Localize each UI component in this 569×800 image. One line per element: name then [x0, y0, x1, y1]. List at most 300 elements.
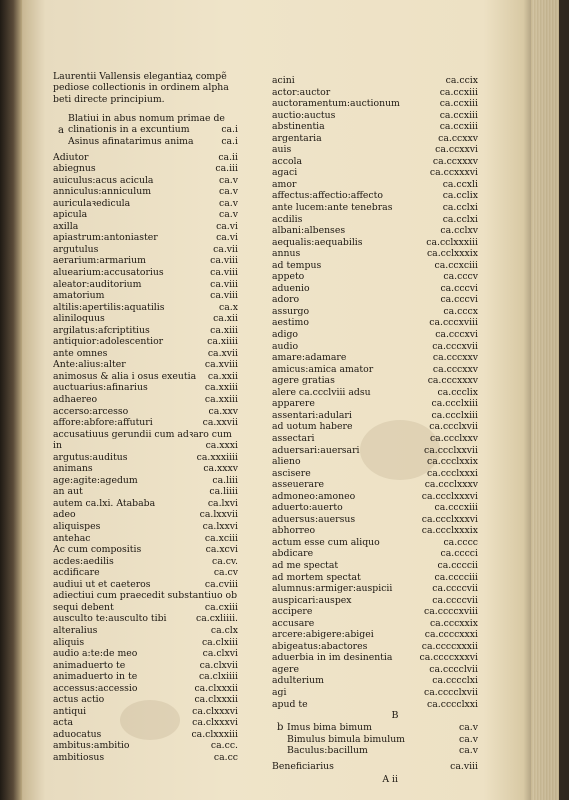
- entry-text: alumnus:armiger:auspicii: [272, 583, 393, 595]
- entry-ref: ca.ccxiii: [439, 86, 478, 98]
- entry-ref: ca.clxvi: [202, 648, 238, 660]
- entry-row: [287, 722, 478, 734]
- entry-text: agi: [272, 686, 287, 698]
- entry-ref: ca.ccxciii: [434, 259, 478, 271]
- entry-ref: ca.ccccvii: [432, 583, 478, 595]
- entry-row: [53, 567, 238, 579]
- printed-page: [18, 6, 526, 794]
- entry-text: aestimo: [272, 317, 309, 329]
- entry-row: [53, 475, 238, 487]
- entry-row: [272, 514, 478, 526]
- entry-row: [272, 352, 478, 364]
- entry-ref: ca.cclxi: [442, 202, 478, 214]
- entry-ref: ca.xciii: [204, 532, 238, 544]
- entry-row: [53, 556, 238, 568]
- fore-edge: [531, 0, 569, 800]
- entry-ref: ca.cccxxv: [432, 363, 478, 375]
- entry-row: [53, 660, 238, 672]
- entry-ref: ca.ccxxvi: [435, 144, 478, 156]
- entry-text: audio a:te:de meo: [53, 648, 138, 660]
- heading-line: beti directe principium.: [53, 93, 165, 105]
- entry-text: auis: [272, 144, 292, 156]
- entry-row: [53, 255, 238, 267]
- entry-row: [272, 525, 478, 537]
- entry-ref: ca.cccxxxv: [427, 375, 478, 387]
- entry-row: [272, 491, 478, 503]
- entry-row: [272, 167, 478, 179]
- entry-row: [53, 521, 238, 533]
- entry-text: anniculus:anniculum: [53, 186, 152, 198]
- entry-ref: ca.cccci: [440, 548, 478, 560]
- entry-ref: ca.x: [219, 301, 238, 313]
- entry-ref: ca.clxxxiii: [191, 728, 238, 740]
- entry-ref: ca.cv.: [211, 555, 238, 567]
- entry-text: adeo: [53, 509, 76, 521]
- entry-ref: ca.ccccxxxi: [424, 629, 478, 641]
- entry-ref: ca.lxvi: [207, 497, 238, 509]
- entry-text: accessus:accessio: [53, 682, 138, 694]
- entry-ref: ca.ii: [218, 151, 238, 163]
- entry-row: [272, 133, 478, 145]
- entry-row: [53, 313, 238, 325]
- entry-row: [53, 752, 238, 764]
- entry-ref: ca.viii: [210, 290, 238, 302]
- section-b-block: [272, 722, 478, 757]
- entry-row: [53, 371, 238, 383]
- entry-ref: ca.v: [459, 733, 478, 745]
- entry-row: [287, 745, 478, 757]
- entry-text: accusatiuus gerundii cum adꝛaro cum: [53, 428, 232, 440]
- entry-row: [272, 202, 478, 214]
- entry-ref: ca.liiii: [209, 486, 238, 498]
- entry-ref: ca.ccxli: [442, 178, 478, 190]
- left-entries: [53, 152, 238, 764]
- entry-ref: ca.cccclxi: [432, 675, 478, 687]
- entry-row: [53, 544, 238, 556]
- right-column: [272, 75, 478, 786]
- entry-row: [272, 445, 478, 457]
- entry-ref: ca.xxiii: [204, 382, 238, 394]
- entry-text: aleator:auditorium: [53, 278, 142, 290]
- entry-text: arcere:abigere:abigei: [272, 629, 374, 641]
- entry-text: auctio:auctus: [272, 109, 336, 121]
- entry-ref: ca.cclxv: [440, 225, 478, 237]
- entry-row: [53, 509, 238, 521]
- entry-ref: ca.xii: [213, 313, 238, 325]
- entry-ref: ca.cclxxxix: [426, 248, 478, 260]
- entry-text: altilis:apertilis:aquatilis: [53, 301, 165, 313]
- entry-text: argutus:auditus: [53, 451, 128, 463]
- entry-row: [53, 382, 238, 394]
- entry-text: ausculto te:ausculto tibi: [53, 613, 167, 625]
- entry-text: animaduerto in te: [53, 671, 138, 683]
- entry-row: [53, 613, 238, 625]
- entry-ref: ca.cccxxix: [429, 617, 478, 629]
- entry-text: age:agite:agedum: [53, 474, 138, 486]
- entry-ref: ca.cc: [213, 751, 238, 763]
- entry-ref: ca.cccxvii: [432, 340, 478, 352]
- entry-ref: ca.ccclxiii: [431, 409, 478, 421]
- entry-text: aequalis:aequabilis: [272, 236, 363, 248]
- entry-row: [272, 306, 478, 318]
- entry-ref: ca.ccccxxxvi: [419, 652, 478, 664]
- entry-row: [53, 336, 238, 348]
- entry-text: argilatus:afcriptitius: [53, 324, 150, 336]
- entry-row: [272, 699, 478, 711]
- section-marker: b: [277, 722, 284, 734]
- entry-ref: ca.ccclxxix: [426, 456, 478, 468]
- entry-text: acdes:aedilis: [53, 555, 114, 567]
- entry-row: [68, 136, 238, 148]
- entry-ref: ca.ccxiii: [439, 121, 478, 133]
- entry-row: [53, 579, 238, 591]
- entry-text: annus: [272, 248, 301, 260]
- entry-ref: ca.ccix: [445, 75, 478, 86]
- entry-row: [272, 606, 478, 618]
- entry-row: [53, 244, 238, 256]
- entry-ref: ca.lxxvi: [202, 521, 238, 533]
- entry-row: [272, 664, 478, 676]
- entry-text: ad me spectat: [272, 559, 339, 571]
- entry-ref: ca.viii: [210, 278, 238, 290]
- intro-lines: [68, 113, 238, 148]
- entry-ref: ca.clxxxii: [194, 694, 238, 706]
- entry-ref: ca.cc.: [210, 740, 238, 752]
- entry-row: [53, 533, 238, 545]
- entry-text: adigo: [272, 329, 299, 341]
- entry-ref: ca.ccclix: [437, 386, 478, 398]
- entry-text: affore:abfore:affuturi: [53, 417, 153, 429]
- entry-row: [272, 548, 478, 560]
- entry-row: [272, 583, 478, 595]
- entry-row: [272, 156, 478, 168]
- entry-row: [53, 209, 238, 221]
- entry-text: aduenio: [272, 282, 310, 294]
- entry-text: aliniloquus: [53, 313, 105, 325]
- entry-text: assectari: [272, 432, 315, 444]
- entry-ref: ca.xxiii: [204, 394, 238, 406]
- entry-text: amor: [272, 178, 297, 190]
- entry-row: [53, 429, 238, 441]
- entry-row: [53, 706, 238, 718]
- entry-text: agere gratias: [272, 375, 335, 387]
- entry-row: [53, 740, 238, 752]
- entry-ref: ca.cccc: [443, 536, 478, 548]
- entry-ref: ca.ccclxxxvi: [421, 513, 478, 525]
- entry-text: accola: [272, 155, 303, 167]
- entry-row: [53, 417, 238, 429]
- entry-row: [272, 375, 478, 387]
- entry-row: [53, 302, 238, 314]
- entry-text: auiculus:acus acicula: [53, 174, 154, 186]
- entry-ref: ca.cxliiii.: [196, 613, 238, 625]
- entry-row: [53, 683, 238, 695]
- entry-row: [53, 463, 238, 475]
- entry-ref: ca.xxvii: [202, 417, 238, 429]
- entry-text: Ac cum compositis: [53, 544, 142, 556]
- entry-row: [53, 406, 238, 418]
- entry-ref: ca.cxiii: [204, 601, 238, 613]
- entry-ref: ca.xcvi: [205, 544, 238, 556]
- entry-row: [53, 267, 238, 279]
- entry-ref: ca.clxvii: [199, 659, 238, 671]
- entry-ref: ca.v: [219, 209, 238, 221]
- entry-ref: ca.ccclxvii: [429, 421, 478, 433]
- entry-ref: ca.xvii: [207, 347, 238, 359]
- entry-text: apparere: [272, 398, 315, 410]
- entry-text: ante omnes: [53, 347, 108, 359]
- entry-row: [53, 198, 238, 210]
- entry-ref: ca.ccccxxxii: [421, 640, 478, 652]
- entry-text: argutulus: [53, 243, 99, 255]
- entry-ref: ca.v: [459, 745, 478, 757]
- entry-ref: ca.ccclxxxi: [426, 467, 478, 479]
- entry-text: amicus:amica amator: [272, 363, 374, 375]
- entry-row: [53, 232, 238, 244]
- entry-ref: ca.cclxi: [442, 213, 478, 225]
- entry-row: [53, 279, 238, 291]
- entry-text: ambitus:ambitio: [53, 740, 130, 752]
- entry-text: in: [53, 440, 62, 452]
- entry-text: asseuerare: [272, 479, 325, 491]
- entry-text: abiegnus: [53, 163, 96, 175]
- entry-text: antiqui: [53, 705, 87, 717]
- entry-row: [272, 687, 478, 699]
- entry-text: ascisere: [272, 467, 311, 479]
- entry-text: amare:adamare: [272, 352, 347, 364]
- entry-row: [53, 440, 238, 452]
- entry-row: [53, 729, 238, 741]
- entry-row: [272, 98, 478, 110]
- entry-row: [272, 248, 478, 260]
- entry-row: [53, 637, 238, 649]
- entry-row: [53, 394, 238, 406]
- entry-text: animaduerto te: [53, 659, 126, 671]
- entry-ref: ca.cv: [213, 567, 238, 579]
- entry-ref: ca.xxxi: [205, 440, 238, 452]
- entry-row: [272, 214, 478, 226]
- entry-text: apiastrum:antoniaster: [53, 232, 158, 244]
- entry-text: actor:auctor: [272, 86, 331, 98]
- entry-text: auctuarius:afinarius: [53, 382, 148, 394]
- entry-text: abhorreo: [272, 525, 316, 537]
- entry-text: aduersus:auersus: [272, 513, 356, 525]
- entry-text: antiquior:adolescentior: [53, 336, 164, 348]
- entry-text: alere ca.ccclviii adsu: [272, 386, 371, 398]
- entry-text: agere: [272, 663, 299, 675]
- entry-text: adiectiui cum praecedit substantiuo ob: [53, 590, 238, 602]
- entry-text: acini: [272, 75, 295, 86]
- entry-ref: ca.ccxxv: [438, 132, 478, 144]
- entry-ref: ca.lxxvii: [199, 509, 238, 521]
- entry-text: ad mortem spectat: [272, 571, 361, 583]
- entry-ref: ca.cccvi: [440, 294, 478, 306]
- entry-text: actum esse cum aliquo: [272, 536, 380, 548]
- entry-row: [272, 560, 478, 572]
- entry-text: Ante:alius:alter: [53, 359, 126, 371]
- entry-row: [272, 641, 478, 653]
- entry-row: [272, 329, 478, 341]
- section-lines: [287, 722, 478, 757]
- entry-row: [272, 179, 478, 191]
- entry-ref: ca.ccxiii: [439, 109, 478, 121]
- entry-ref: ca.vii: [213, 243, 238, 255]
- entry-ref: ca.ccccxviii: [424, 606, 478, 618]
- entry-ref: ca.cccxiii: [434, 502, 478, 514]
- entry-text: sequi debent: [53, 601, 114, 613]
- entry-row: [53, 348, 238, 360]
- entry-ref: ca.cclxxxiii: [426, 236, 478, 248]
- entry-text: accusare: [272, 617, 315, 629]
- entry-ref: ca.cccclxvii: [424, 686, 478, 698]
- entry-ref: ca.vi: [216, 232, 238, 244]
- entry-ref: ca.cccciii: [434, 571, 478, 583]
- left-column: [53, 71, 238, 764]
- entry-ref: ca.xviii: [204, 359, 238, 371]
- entry-ref: ca.cccx: [443, 305, 478, 317]
- entry-ref: ca.v: [459, 722, 478, 734]
- entry-text: acdificare: [53, 567, 100, 579]
- entry-ref: ca.xxii: [207, 370, 238, 382]
- signature-mark: A ii: [382, 774, 398, 786]
- entry-ref: ca.ccclxxvii: [424, 444, 478, 456]
- entry-ref: ca.ccxxxvi: [429, 167, 478, 179]
- entry-row: [53, 498, 238, 510]
- entry-text: abstinentia: [272, 121, 325, 133]
- entry-row: [272, 595, 478, 607]
- entry-ref: ca.viii: [210, 267, 238, 278]
- entry-text: Asinus afinatarimus anima: [68, 135, 194, 147]
- entry-ref: ca.ccccvii: [432, 594, 478, 606]
- entry-text: adhaereo: [53, 394, 98, 406]
- entry-row: [272, 317, 478, 329]
- entry-text: Bimulus bimula bimulum: [287, 733, 405, 745]
- entry-text: accipere: [272, 606, 313, 618]
- entry-row: [53, 175, 238, 187]
- entry-row: [272, 110, 478, 122]
- entry-ref: ca.clx: [210, 624, 238, 636]
- entry-row: [272, 479, 478, 491]
- entry-text: apud te: [272, 698, 308, 710]
- entry-row: [68, 124, 238, 136]
- entry-text: appeto: [272, 271, 305, 283]
- entry-ref: ca.ccccii: [437, 559, 478, 571]
- entry-text: ad uotum habere: [272, 421, 353, 433]
- entry-text: aduerbia in im desinentia: [272, 652, 393, 664]
- entry-text: admoneo:amoneo: [272, 490, 356, 502]
- entry-text: aduersari:auersari: [272, 444, 360, 456]
- entry-text: aliquis: [53, 636, 85, 648]
- entry-text: apicula: [53, 209, 88, 221]
- entry-ref: ca.viii: [450, 760, 478, 772]
- intro-block: [53, 113, 238, 148]
- entry-text: Baculus:bacillum: [287, 745, 368, 757]
- entry-text: alteralius: [53, 624, 98, 636]
- entry-ref: ca.cccvi: [440, 282, 478, 294]
- entry-row: [53, 325, 238, 337]
- entry-text: alieno: [272, 456, 301, 468]
- entry-text: agaci: [272, 167, 298, 179]
- entry-text: Imus bima bimum: [287, 722, 372, 734]
- entry-text: abigeatus:abactores: [272, 640, 368, 652]
- entry-row: [272, 75, 478, 87]
- entry-row: [272, 572, 478, 584]
- entry-row: [272, 364, 478, 376]
- entry-row: [272, 87, 478, 99]
- entry-text: amatorium: [53, 290, 105, 302]
- entry-row: [53, 152, 238, 164]
- entry-ref: ca.liii: [212, 474, 238, 486]
- entry-row: [272, 260, 478, 272]
- entry-row: [272, 387, 478, 399]
- entry-ref: ca.cccclxxi: [427, 698, 478, 710]
- entry-text: Blatiui in abus nomum primae de: [68, 112, 225, 124]
- entry-row: [53, 671, 238, 683]
- entry-text: aduerto:auerto: [272, 502, 343, 514]
- entry-text: ambitiosus: [53, 751, 105, 763]
- entry-row: [272, 283, 478, 295]
- entry-text: Beneficiarius: [272, 760, 334, 772]
- entry-ref: ca.xxxiiii: [196, 451, 238, 463]
- entry-row: [53, 163, 238, 175]
- entry-row: [272, 121, 478, 133]
- entry-text: autem ca.lxi. Atababa: [53, 497, 156, 509]
- entry-row: [53, 221, 238, 233]
- right-entries: [272, 75, 478, 710]
- entry-text: argentaria: [272, 132, 322, 144]
- entry-row: [272, 421, 478, 433]
- entry-ref: ca.cviii: [204, 578, 238, 590]
- entry-text: Adiutor: [53, 151, 89, 163]
- entry-ref: ca.ccclxiii: [431, 398, 478, 410]
- entry-ref: ca.i: [221, 135, 238, 147]
- entry-ref: ca.xxv: [208, 405, 238, 417]
- entry-text: aerarium:armarium: [53, 255, 146, 267]
- entry-row: [272, 502, 478, 514]
- entry-ref: ca.i: [221, 124, 238, 136]
- entry-row: [53, 359, 238, 371]
- entry-row: [53, 186, 238, 198]
- intro-letter: a: [58, 124, 64, 136]
- entry-row: [272, 537, 478, 549]
- entry-row: [53, 694, 238, 706]
- entry-ref: ca.iii: [215, 163, 238, 175]
- entry-text: auctoramentum:auctionum: [272, 98, 400, 110]
- entry-text: acdilis: [272, 213, 303, 225]
- entry-ref: ca.ccclxxxv: [424, 479, 478, 491]
- entry-row: [272, 618, 478, 630]
- entry-ref: ca.cccclvii: [429, 663, 478, 675]
- entry-row: [272, 190, 478, 202]
- entry-row: [272, 410, 478, 422]
- entry-row: [53, 486, 238, 498]
- section-letter: B: [391, 710, 399, 722]
- entry-row: [272, 271, 478, 283]
- entry-row: [272, 341, 478, 353]
- entry-ref: ca.cccxviii: [429, 317, 478, 329]
- entry-row: [272, 294, 478, 306]
- heading-line: pediose collectionis in ordinem alpha: [53, 82, 229, 94]
- entry-ref: ca.vi: [216, 220, 238, 232]
- entry-ref: ca.clxiiii: [198, 671, 238, 683]
- entry-ref: ca.v: [219, 174, 238, 186]
- entry-row: [272, 652, 478, 664]
- entry-ref: ca.clxxxii: [194, 682, 238, 694]
- entry-row: [272, 144, 478, 156]
- entry-text: acta: [53, 717, 74, 729]
- entry-text: audio: [272, 340, 299, 352]
- entry-ref: ca.cccv: [443, 271, 478, 283]
